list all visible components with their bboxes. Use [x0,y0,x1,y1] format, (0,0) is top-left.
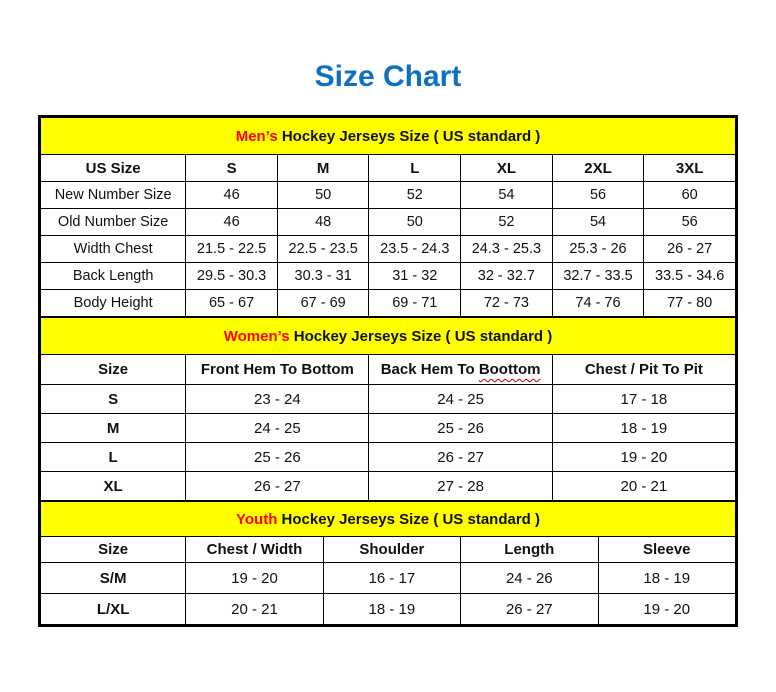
mens-row-label: Width Chest [41,236,186,263]
womens-cell: 18 - 19 [552,414,735,443]
youth-column-header: Size [41,537,186,563]
youth-column-header-row [41,537,736,563]
womens-cell: 17 - 18 [552,385,735,414]
mens-cell: 65 - 67 [186,290,278,317]
youth-cell: 24 - 26 [461,563,598,594]
mens-cell: 56 [552,182,644,209]
mens-cell: 25.3 - 26 [552,236,644,263]
womens-cell: 26 - 27 [369,443,552,472]
mens-column-header: 2XL [552,155,644,182]
womens-row-label: XL [41,472,186,501]
mens-cell: 26 - 27 [644,236,736,263]
mens-table-row [41,236,736,263]
mens-cell: 33.5 - 34.6 [644,263,736,290]
youth-size-table [40,501,736,625]
womens-table-row [41,443,736,472]
womens-table-row [41,414,736,443]
mens-cell: 31 - 32 [369,263,461,290]
womens-cell: 20 - 21 [552,472,735,501]
youth-cell: 19 - 20 [186,563,323,594]
mens-cell: 54 [461,182,553,209]
mens-cell: 32 - 32.7 [461,263,553,290]
mens-cell: 72 - 73 [461,290,553,317]
womens-column-header: Front Hem To Bottom [186,355,369,385]
mens-row-label: Old Number Size [41,209,186,236]
mens-cell: 77 - 80 [644,290,736,317]
mens-section-text: Hockey Jerseys Size ( US standard ) [277,127,541,145]
youth-row-label: L/XL [41,594,186,625]
womens-row-label: M [41,414,186,443]
mens-row-label: Back Length [41,263,186,290]
mens-section-header [41,118,736,155]
mens-column-header: XL [461,155,553,182]
mens-cell: 60 [644,182,736,209]
mens-table-row [41,209,736,236]
mens-cell: 32.7 - 33.5 [552,263,644,290]
mens-cell: 56 [644,209,736,236]
mens-cell: 52 [369,182,461,209]
womens-cell: 19 - 20 [552,443,735,472]
mens-table-row [41,290,736,317]
youth-table-row [41,594,736,625]
youth-cell: 16 - 17 [323,563,460,594]
womens-section-text: Hockey Jerseys Size ( US standard ) [289,327,553,345]
womens-table-row [41,385,736,414]
mens-cell: 46 [186,209,278,236]
mens-column-header: US Size [41,155,186,182]
womens-cell: 26 - 27 [186,472,369,501]
youth-column-header: Length [461,537,598,563]
youth-column-header: Shoulder [323,537,460,563]
womens-column-header: Size [41,355,186,385]
mens-cell: 50 [369,209,461,236]
mens-column-header-row [41,155,736,182]
youth-column-header: Sleeve [598,537,735,563]
youth-table-row [41,563,736,594]
womens-table-row [41,472,736,501]
youth-cell: 20 - 21 [186,594,323,625]
youth-section-highlight: Youth [236,510,278,528]
womens-section-header [41,318,736,355]
mens-cell: 54 [552,209,644,236]
womens-column-header: Back Hem To Boottom [369,355,552,385]
mens-column-header: L [369,155,461,182]
womens-cell: 23 - 24 [186,385,369,414]
mens-row-label: Body Height [41,290,186,317]
youth-section-text: Hockey Jerseys Size ( US standard ) [277,510,540,528]
womens-section-header-row [41,318,736,355]
mens-cell: 67 - 69 [277,290,369,317]
womens-column-header-row [41,355,736,385]
mens-cell: 48 [277,209,369,236]
mens-cell: 22.5 - 23.5 [277,236,369,263]
mens-cell: 69 - 71 [369,290,461,317]
mens-size-table [40,117,736,317]
womens-cell: 24 - 25 [186,414,369,443]
mens-cell: 46 [186,182,278,209]
womens-cell: 27 - 28 [369,472,552,501]
youth-row-label: S/M [41,563,186,594]
page-title: Size Chart [314,60,462,93]
womens-cell: 24 - 25 [369,385,552,414]
womens-row-label: S [41,385,186,414]
youth-cell: 18 - 19 [598,563,735,594]
mens-cell: 52 [461,209,553,236]
mens-section-header-row [41,118,736,155]
mens-column-header: 3XL [644,155,736,182]
youth-section-header [41,502,736,537]
size-tables [38,115,738,627]
mens-table-row [41,182,736,209]
youth-cell: 19 - 20 [598,594,735,625]
mens-column-header: S [186,155,278,182]
mens-cell: 23.5 - 24.3 [369,236,461,263]
misspelled-word: Boottom [478,361,541,378]
mens-cell: 29.5 - 30.3 [186,263,278,290]
youth-section-header-row [41,502,736,537]
womens-cell: 25 - 26 [186,443,369,472]
mens-table-row [41,263,736,290]
youth-cell: 18 - 19 [323,594,460,625]
mens-cell: 24.3 - 25.3 [461,236,553,263]
womens-column-header: Chest / Pit To Pit [552,355,735,385]
mens-row-label: New Number Size [41,182,186,209]
mens-cell: 21.5 - 22.5 [186,236,278,263]
mens-cell: 74 - 76 [552,290,644,317]
womens-size-table [40,317,736,501]
youth-cell: 26 - 27 [461,594,598,625]
womens-row-label: L [41,443,186,472]
youth-column-header: Chest / Width [186,537,323,563]
mens-section-highlight: Men’s [235,127,278,145]
mens-column-header: M [277,155,369,182]
womens-section-highlight: Women’s [223,327,290,345]
mens-cell: 30.3 - 31 [277,263,369,290]
mens-cell: 50 [277,182,369,209]
womens-cell: 25 - 26 [369,414,552,443]
